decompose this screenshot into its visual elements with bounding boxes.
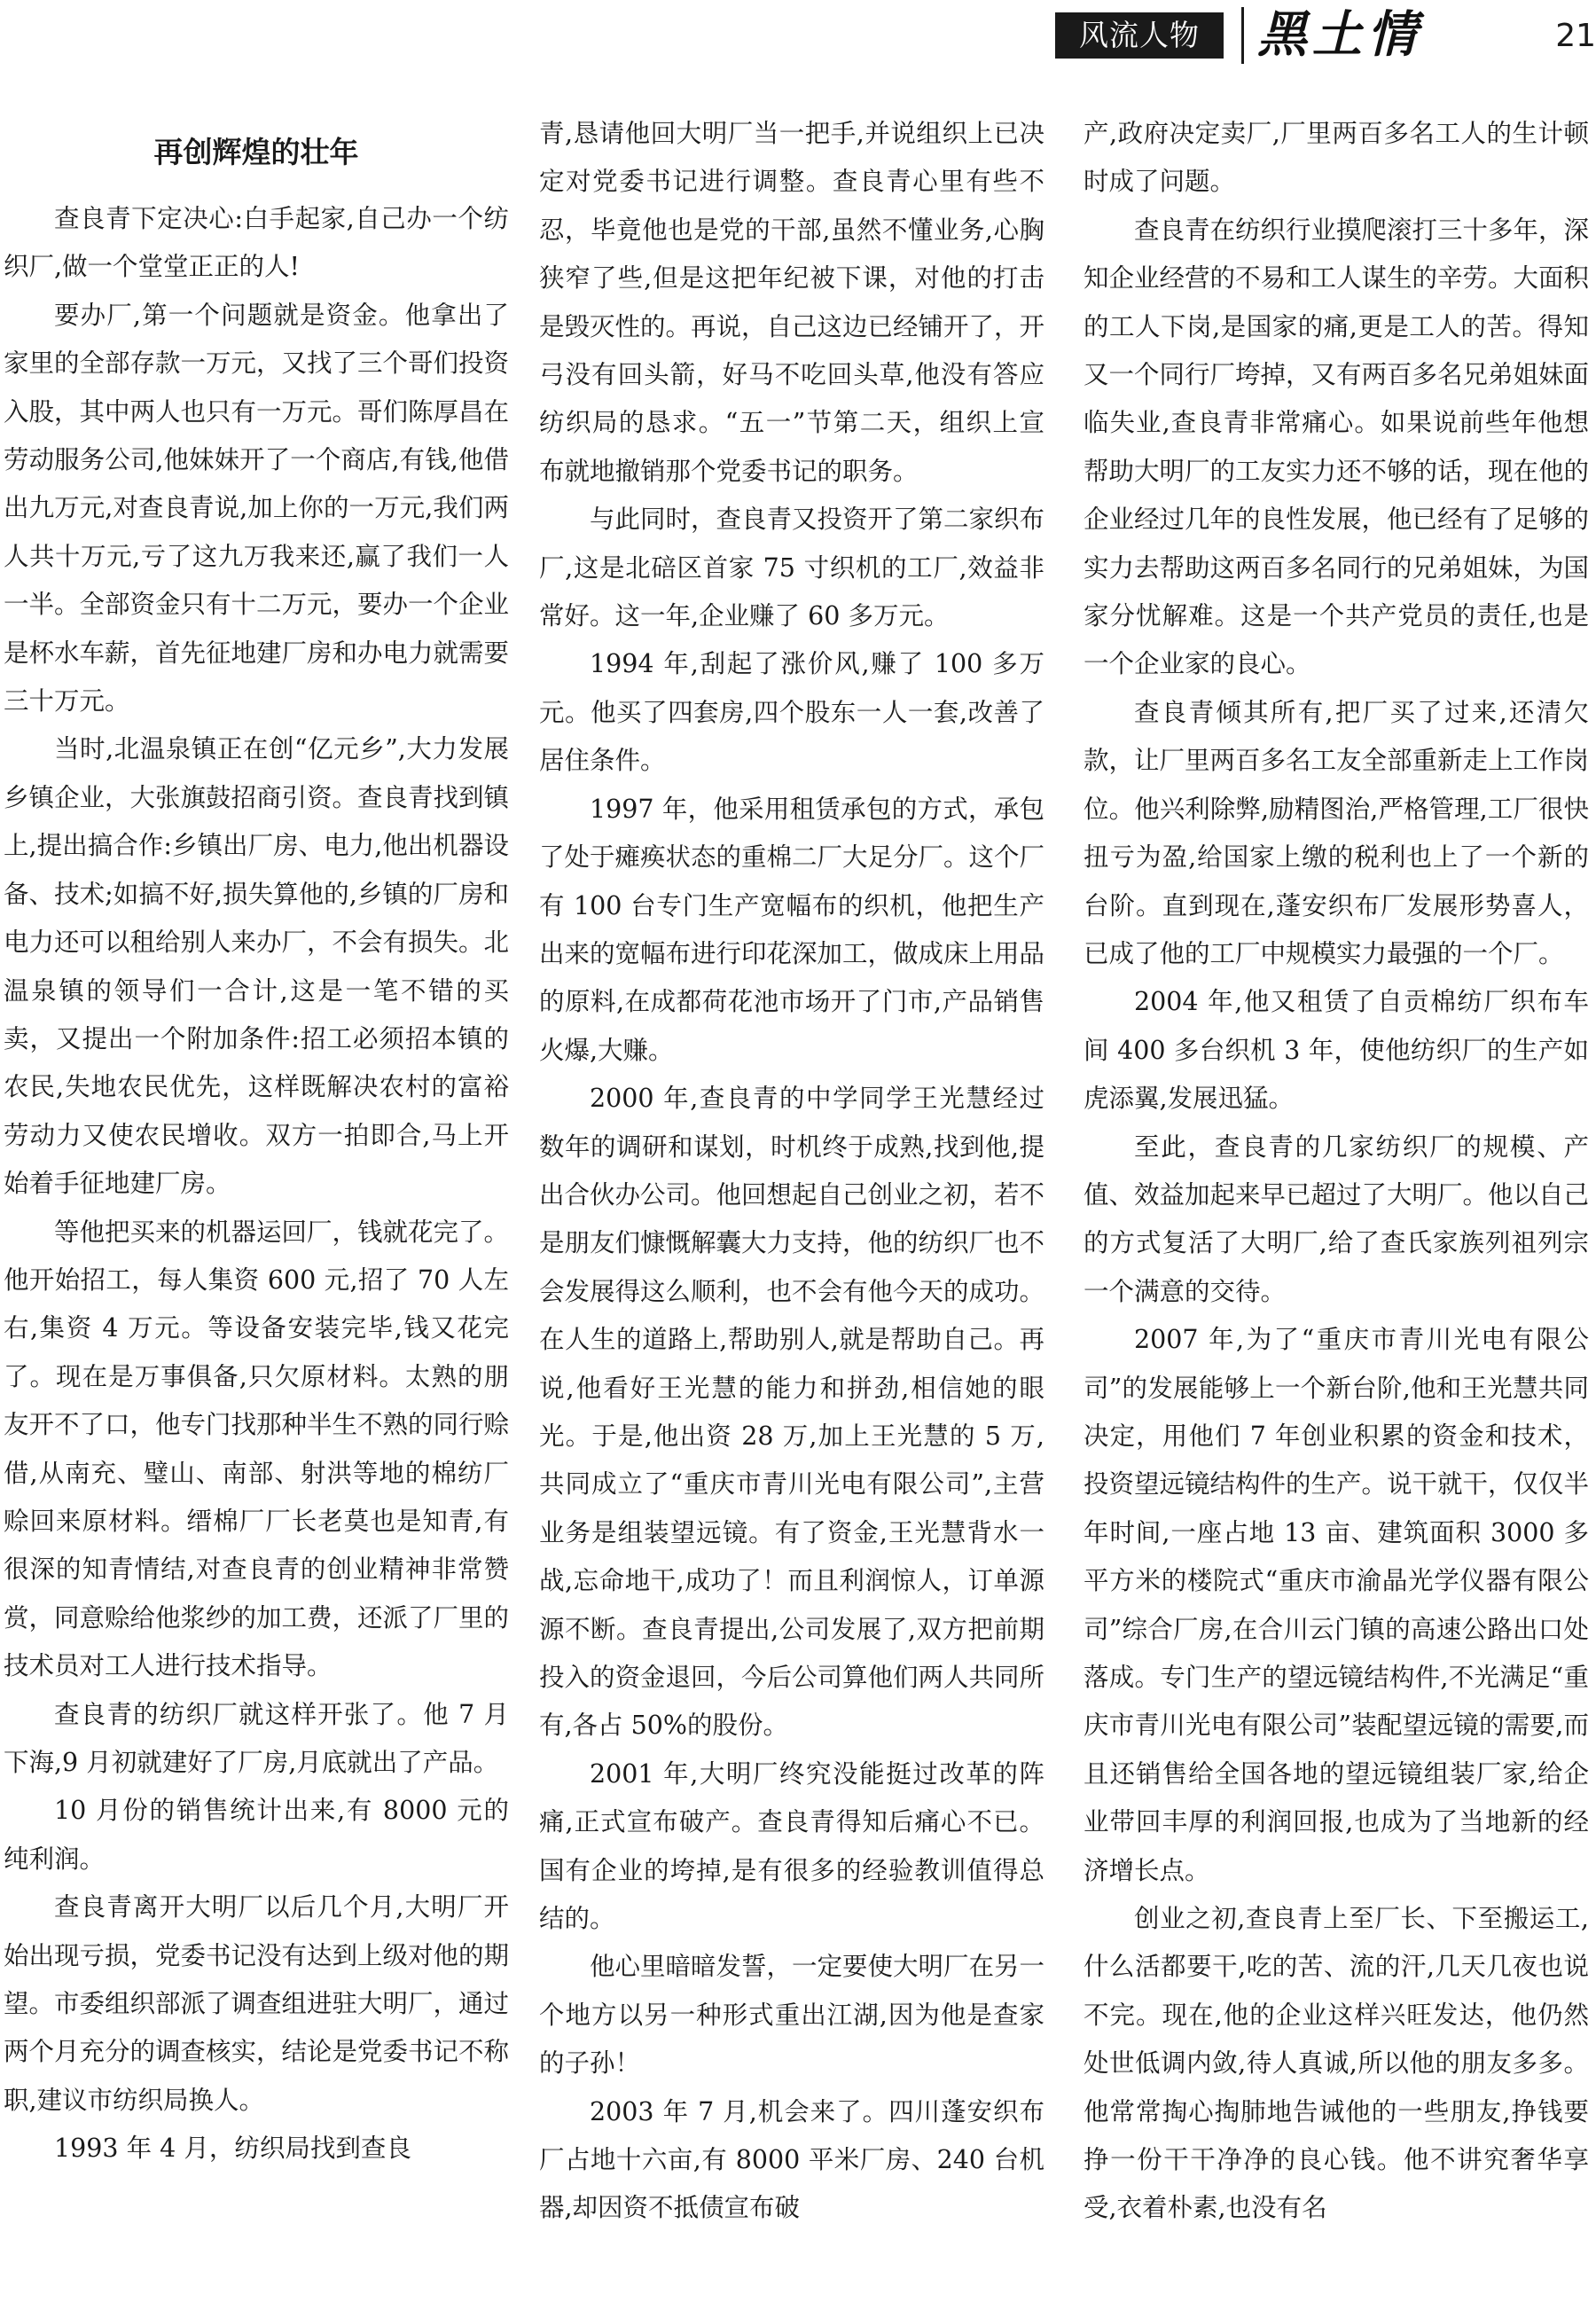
magazine-logo: 黑土情 bbox=[1257, 5, 1422, 64]
paragraph: 2003 年 7 月,机会来了。四川蓬安织布厂占地十六亩,有 8000 平米厂房、240 台机器,却因资不抵债宣布破 bbox=[539, 2096, 1044, 2223]
paragraph: 查良青的纺织厂就这样开张了。他 7 月下海,9 月初就建好了厂房,月底就出了产品。 bbox=[4, 1699, 509, 1777]
paragraph: 2000 年,查良青的中学同学王光慧经过数年的调研和谋划，时机终于成熟,找到他,提出合伙办公司。他回想起自己创业之初，若不是朋友们慷慨解囊大力支持，他的纺织厂也不会发展得这么顺利，也不会有他今天的成功。在人生的道路上,帮助别人,就是帮助自己。再说,他看好王光慧的能力和拼劲,相信她的眼光。于是,他出资 28 万,加上王光慧的 5 万,共同成立了“重庆市青川光电有限公司”,主营业务是组装望远镜。有了资金,王光慧背水一战,忘命地干,成功了！而且利润惊人，订单源源不断。查良青提出,公司发展了,双方把前期投入的资金退回，今后公司算他们两人共同所有,各占 50%的股份。 bbox=[539, 1084, 1044, 1741]
paragraph: 2007 年,为了“重庆市青川光电有限公司”的发展能够上一个新台阶,他和王光慧共同决定，用他们 7 年创业积累的资金和技术，投资望远镜结构件的生产。说干就干，仅仅半年时间,一座占地 13 亩、建筑面积 3000 多平方米的楼院式“重庆市渝晶光学仪器有限公司”综合厂房,在合川云门镇的高速公路出口处落成。专门生产的望远镜结构件,不光满足“重庆市青川光电有限公司”装配望远镜的需要,而且还销售给全国各地的望远镜组装厂家,给企业带回丰厚的利润回报,也成为了当地新的经济增长点。 bbox=[1084, 1325, 1589, 1885]
paragraph: 产,政府决定卖厂,厂里两百多名工人的生计顿时成了问题。 bbox=[1084, 119, 1589, 197]
page-header bbox=[0, 0, 1596, 69]
paragraph: 2001 年,大明厂终究没能挺过改革的阵痛,正式宣布破产。查良青得知后痛心不已。国有企业的垮掉,是有很多的经验教训值得总结的。 bbox=[539, 1758, 1044, 1934]
article-column-2 bbox=[539, 110, 1044, 2310]
article-column-3 bbox=[1084, 110, 1589, 2310]
paragraph: 查良青倾其所有,把厂买了过来,还清欠款，让厂里两百多名工友全部重新走上工作岗位。他兴利除弊,励精图治,严格管理,工厂很快扭亏为盈,给国家上缴的税利也上了一个新的台阶。直到现在,蓬安织布厂发展形势喜人，已成了他的工厂中规模实力最强的一个厂。 bbox=[1084, 697, 1589, 968]
paragraph: 当时,北温泉镇正在创“亿元乡”,大力发展乡镇企业，大张旗鼓招商引资。查良青找到镇上,提出搞合作:乡镇出厂房、电力,他出机器设备、技术;如搞不好,损失算他的,乡镇的厂房和电力还可以租给别人来办厂，不会有损失。北温泉镇的领导们一合计,这是一笔不错的买卖，又提出一个附加条件:招工必须招本镇的农民,失地农民优先，这样既解决农村的富裕劳动力又使农民增收。双方一拍即合,马上开始着手征地建厂房。 bbox=[4, 734, 509, 1199]
paragraph: 创业之初,查良青上至厂长、下至搬运工,什么活都要干,吃的苦、流的汗,几天几夜也说不完。现在,他的企业这样兴旺发达，他仍然处世低调内敛,待人真诚,所以他的朋友多多。他常常掏心掏肺地告诫他的一些朋友,挣钱要挣一份干干净净的良心钱。他不讲究奢华享受,衣着朴素,也没有名 bbox=[1084, 1904, 1589, 2223]
paragraph: 10 月份的销售统计出来,有 8000 元的纯利润。 bbox=[4, 1796, 509, 1874]
paragraph: 1994 年,刮起了涨价风,赚了 100 多万元。他买了四套房,四个股东一人一套,改善了居住条件。 bbox=[539, 649, 1044, 776]
article-title: 再创辉煌的壮年 bbox=[153, 135, 359, 169]
paragraph: 查良青下定决心:白手起家,自己办一个纺织厂,做一个堂堂正正的人! bbox=[4, 204, 509, 282]
paragraph: 查良青离开大明厂以后几个月,大明厂开始出现亏损，党委书记没有达到上级对他的期望。市委组织部派了调查组进驻大明厂，通过两个月充分的调查核实，结论是党委书记不称职,建议市纺织局换人。 bbox=[4, 1892, 509, 2115]
article-column-1 bbox=[4, 105, 509, 2305]
paragraph: 他心里暗暗发誓，一定要使大明厂在另一个地方以另一种形式重出江湖,因为他是查家的子孙！ bbox=[539, 1952, 1044, 2079]
page-number: 21 bbox=[1555, 18, 1596, 54]
paragraph: 查良青在纺织行业摸爬滚打三十多年，深知企业经营的不易和工人谋生的辛劳。大面积的工人下岗,是国家的痛,更是工人的苦。得知又一个同行厂垮掉，又有两百多名兄弟姐妹面临失业,查良青非常痛心。如果说前些年他想帮助大明厂的工友实力还不够的话，现在他的企业经过几年的良性发展，他已经有了足够的实力去帮助这两百多名同行的兄弟姐妹，为国家分忧解难。这是一个共产党员的责任,也是一个企业家的良心。 bbox=[1084, 215, 1589, 679]
paragraph: 2004 年,他又租赁了自贡棉纺厂织布车间 400 多台织机 3 年，使他纺织厂的生产如虎添翼,发展迅猛。 bbox=[1084, 987, 1589, 1114]
paragraph: 要办厂,第一个问题就是资金。他拿出了家里的全部存款一万元，又找了三个哥们投资入股，其中两人也只有一万元。哥们陈厚昌在劳动服务公司,他妹妹开了一个商店,有钱,他借出九万元,对查良青说,加上你的一万元,我们两人共十万元,亏了这九万我来还,赢了我们一人一半。全部资金只有十二万元，要办一个企业是杯水车薪，首先征地建厂房和办电力就需要三十万元。 bbox=[4, 300, 509, 716]
paragraph: 与此同时，查良青又投资开了第二家织布厂,这是北碚区首家 75 寸织机的工厂,效益非常好。这一年,企业赚了 60 多万元。 bbox=[539, 505, 1044, 631]
section-tag: 风流人物 bbox=[1055, 12, 1224, 59]
paragraph: 青,恳请他回大明厂当一把手,并说组织上已决定对党委书记进行调整。查良青心里有些不忍，毕竟他也是党的干部,虽然不懂业务,心胸狭窄了些,但是这把年纪被下课，对他的打击是毁灭性的。再说，自己这边已经铺开了，开弓没有回头箭，好马不吃回头草,他没有答应纺织局的恳求。“五一”节第二天，组织上宣布就地撤销那个党委书记的职务。 bbox=[539, 119, 1044, 486]
header-divider bbox=[1241, 7, 1244, 64]
paragraph: 至此，查良青的几家纺织厂的规模、产值、效益加起来早已超过了大明厂。他以自己的方式复活了大明厂,给了查氏家族列祖列宗一个满意的交待。 bbox=[1084, 1132, 1589, 1306]
paragraph: 1993 年 4 月，纺织局找到查良 bbox=[54, 2134, 411, 2164]
paragraph: 1997 年，他采用租赁承包的方式，承包了处于瘫痪状态的重棉二厂大足分厂。这个厂有 100 台专门生产宽幅布的织机，他把生产出来的宽幅布进行印花深加工，做成床上用品的原料,在成都荷花池市场开了门市,产品销售火爆,大赚。 bbox=[539, 794, 1044, 1065]
paragraph: 等他把买来的机器运回厂，钱就花完了。他开始招工，每人集资 600 元,招了 70 人左右,集资 4 万元。等设备安装完毕,钱又花完了。现在是万事俱备,只欠原材料。太熟的朋友开不了口，他专门找那种半生不熟的同行赊借,从南充、璧山、南部、射洪等地的棉纺厂赊回来原材料。缙棉厂厂长老莫也是知青,有很深的知青情结,对查良青的创业精神非常赞赏，同意赊给他浆纱的加工费，还派了厂里的技术员对工人进行技术指导。 bbox=[4, 1217, 509, 1681]
